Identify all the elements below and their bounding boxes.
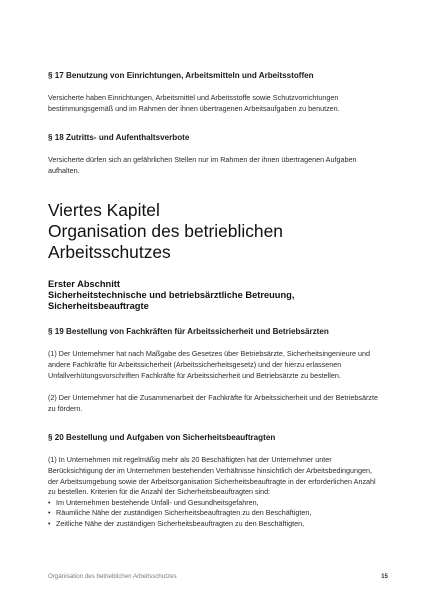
section-18 <box>48 132 380 176</box>
section-19-title: § 19 Bestellung von Fachkräften für Arbeitssicherheit und Betriebsärzten <box>48 327 329 337</box>
section-17-title: § 17 Benutzung von Einrichtungen, Arbeitsmitteln und Arbeitsstoffen <box>48 71 314 80</box>
subsection-title-line-1: Sicherheitstechnische und betriebsärztliche Betreuung, <box>48 290 295 301</box>
section-20-paragraph-1: (1) In Unternehmen mit regelmäßig mehr als 20 Beschäftigten hat der Unternehmer unter Berücksichtigung der im Unternehmen bestehenden Verhältnisse hinsichtlich der Arbeitsbedingungen, der Arbeitsumgebung sowie der Arbeitsorganisation Sicherheitsbeauftragte in der erforderlichen Anzahl zu bestellen. Kriterien für die Anzahl der Sicherheitsbeauftragten sind: <box>48 455 376 497</box>
list-item-text: Zeitliche Nähe der zuständigen Sicherheitsbeauftragten zu den Beschäftigten, <box>56 518 305 528</box>
section-20-title: § 20 Bestellung und Aufgaben von Sicherheitsbeauftragten <box>48 433 276 443</box>
bullet-icon: • <box>48 497 51 507</box>
list-item <box>48 498 380 509</box>
criteria-list <box>48 498 380 530</box>
bullet-icon: • <box>48 508 51 518</box>
section-17-text: Versicherte haben Einrichtungen, Arbeitsmittel und Arbeitsstoffe sowie Schutzvorrichtungen bestimmungsgemäß und im Rahmen der ihnen übertragenen Arbeitsaufgaben zu benutzen. <box>48 93 340 113</box>
list-item-text: Räumliche Nähe der zuständigen Sicherheitsbeauftragten zu den Beschäftigten, <box>56 508 312 518</box>
section-19 <box>48 326 380 414</box>
bullet-icon: • <box>48 518 51 528</box>
chapter-number: Viertes Kapitel <box>48 200 160 221</box>
page-content <box>48 70 380 530</box>
subsection-title-line-2: Sicherheitsbeauftragte <box>48 301 149 312</box>
subsection-heading <box>48 279 380 312</box>
chapter-title-line-2: Arbeitsschutzes <box>48 242 171 263</box>
subsection-number: Erster Abschnitt <box>48 279 120 290</box>
footer-section-title: Organisation des betrieblichen Arbeitsschutzes <box>48 573 177 580</box>
section-18-title: § 18 Zutritts- und Aufenthaltsverbote <box>48 133 190 143</box>
list-item <box>48 519 380 530</box>
section-18-text: Versicherte dürfen sich an gefährlichen Stellen nur im Rahmen der ihnen übertragenen Aufgaben aufhalten. <box>48 155 357 175</box>
chapter-title-line-1: Organisation des betrieblichen <box>48 221 283 242</box>
chapter-heading <box>48 200 380 263</box>
list-item-text: Im Unternehmen bestehende Unfall- und Gesundheitsgefahren, <box>56 497 259 507</box>
page-number: 15 <box>381 573 388 580</box>
section-17 <box>48 70 380 114</box>
section-19-paragraph-1: (1) Der Unternehmer hat nach Maßgabe des Gesetzes über Betriebsärzte, Sicherheitsingenieure und andere Fachkräfte für Arbeitssicherheit (Arbeitssicherheitsgesetz) und der hierzu erlassenen Unfallverhütungsvorschriften Fachkräfte für Arbeitssicherheit und Betriebsärzte zu bestellen. <box>48 349 371 380</box>
section-19-paragraph-2: (2) Der Unternehmer hat die Zusammenarbeit der Fachkräfte für Arbeitssicherheit und der Betriebsärzte zu fördern. <box>48 393 378 413</box>
section-20 <box>48 432 380 529</box>
list-item <box>48 508 380 519</box>
